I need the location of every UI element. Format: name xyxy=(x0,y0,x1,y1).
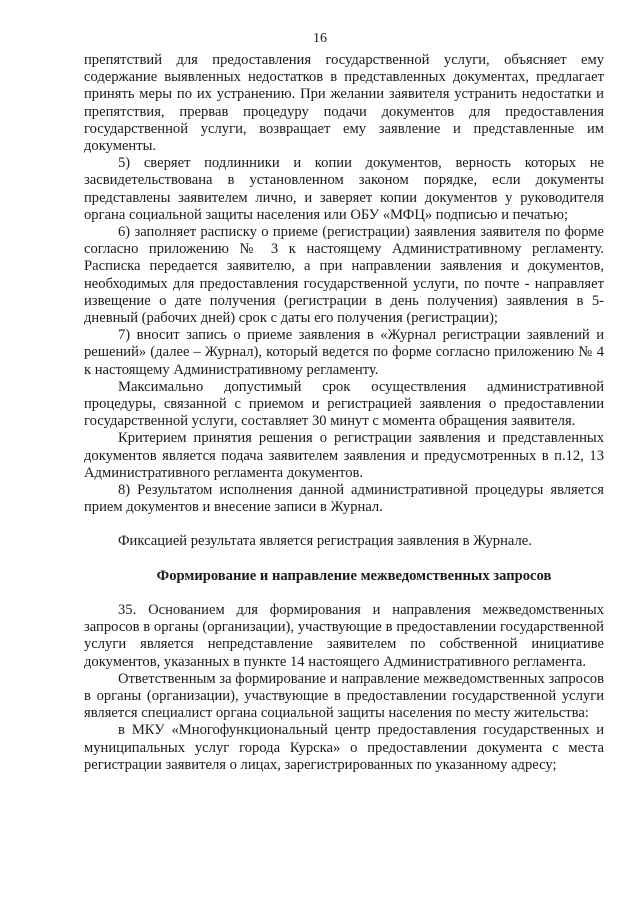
paragraph-item-7: 7) вносит запись о приеме заявления в «Журнал регистрации заявлений и решений» (далее – Журнал), который ведется по форме согласно приложению № 4 к настоящему Административному регламенту. xyxy=(84,327,604,378)
paragraph-mku: в МКУ «Многофункциональный центр предоставления государственных и муниципальных услуг города Курска» о предоставлении документа с места регистрации заявителя о лицах, зарегистрированных по указанному адресу; xyxy=(84,722,604,773)
paragraph-35: 35. Основанием для формирования и направления межведомственных запросов в органы (организации), участвующие в предоставлении государственной услуги является непредставление заявителем по собственной инициативе документов, указанных в пункте 14 настоящего Административного регламента. xyxy=(84,601,604,670)
spacer xyxy=(84,551,604,568)
paragraph-obstacles: препятствий для предоставления государственной услуги, объясняет ему содержание выявленных недостатков в представленных документах, предлагает принять меры по их устранению. При желании заявителя устранить недостатки и препятствия, прервав процедуру подачи документов для предоставления государственной услуги, возвращает ему заявление и представленные им документы. xyxy=(84,52,604,155)
paragraph-criterion: Критерием принятия решения о регистрации заявления и представленных документов является подача заявителем заявления и предусмотренных в п.12, 13 Административного регламента документов. xyxy=(84,430,604,481)
page-number: 16 xyxy=(313,31,327,46)
paragraph-max-term: Максимально допустимый срок осуществления административной процедуры, связанной с приемом и регистрацией заявления о предоставлении государственной услуги, составляет 30 минут с момента обращения заявителя. xyxy=(84,378,604,430)
paragraph-item-5: 5) сверяет подлинники и копии документов, верность которых не засвидетельствована в установленном законом порядке, если документы представлены заявителем лично, и заверяет копии документов у руководителя органа социальной защиты населения или ОБУ «МФЦ» подписью и печатью; xyxy=(84,155,604,223)
paragraph-fixation: Фиксацией результата является регистрация заявления в Журнале. xyxy=(118,533,532,550)
spacer xyxy=(84,516,604,533)
section-heading: Формирование и направление межведомственных запросов xyxy=(156,567,552,584)
spacer xyxy=(84,585,604,602)
paragraph-responsible: Ответственным за формирование и направление межведомственных запросов в органы (организации), участвующие в предоставлении государственной услуги является специалист органа социальной защиты населения по месту жительства: xyxy=(84,670,604,722)
paragraph-item-6: 6) заполняет расписку о приеме (регистрации) заявления заявителя по форме согласно приложению № 3 к настоящему Административному регламенту. Расписка передается заявителю, а при направлении заявления и документов, необходимых для предоставления государственной услуги, по почте - направляет извещение о дате получения (регистрации в день получения) заявления в 5-дневный (рабочих дней) срок с даты его получения (регистрации); xyxy=(84,224,604,327)
paragraph-item-8: 8) Результатом исполнения данной административной процедуры является прием документов и внесение записи в Журнал. xyxy=(84,482,604,516)
document-body xyxy=(84,52,604,774)
